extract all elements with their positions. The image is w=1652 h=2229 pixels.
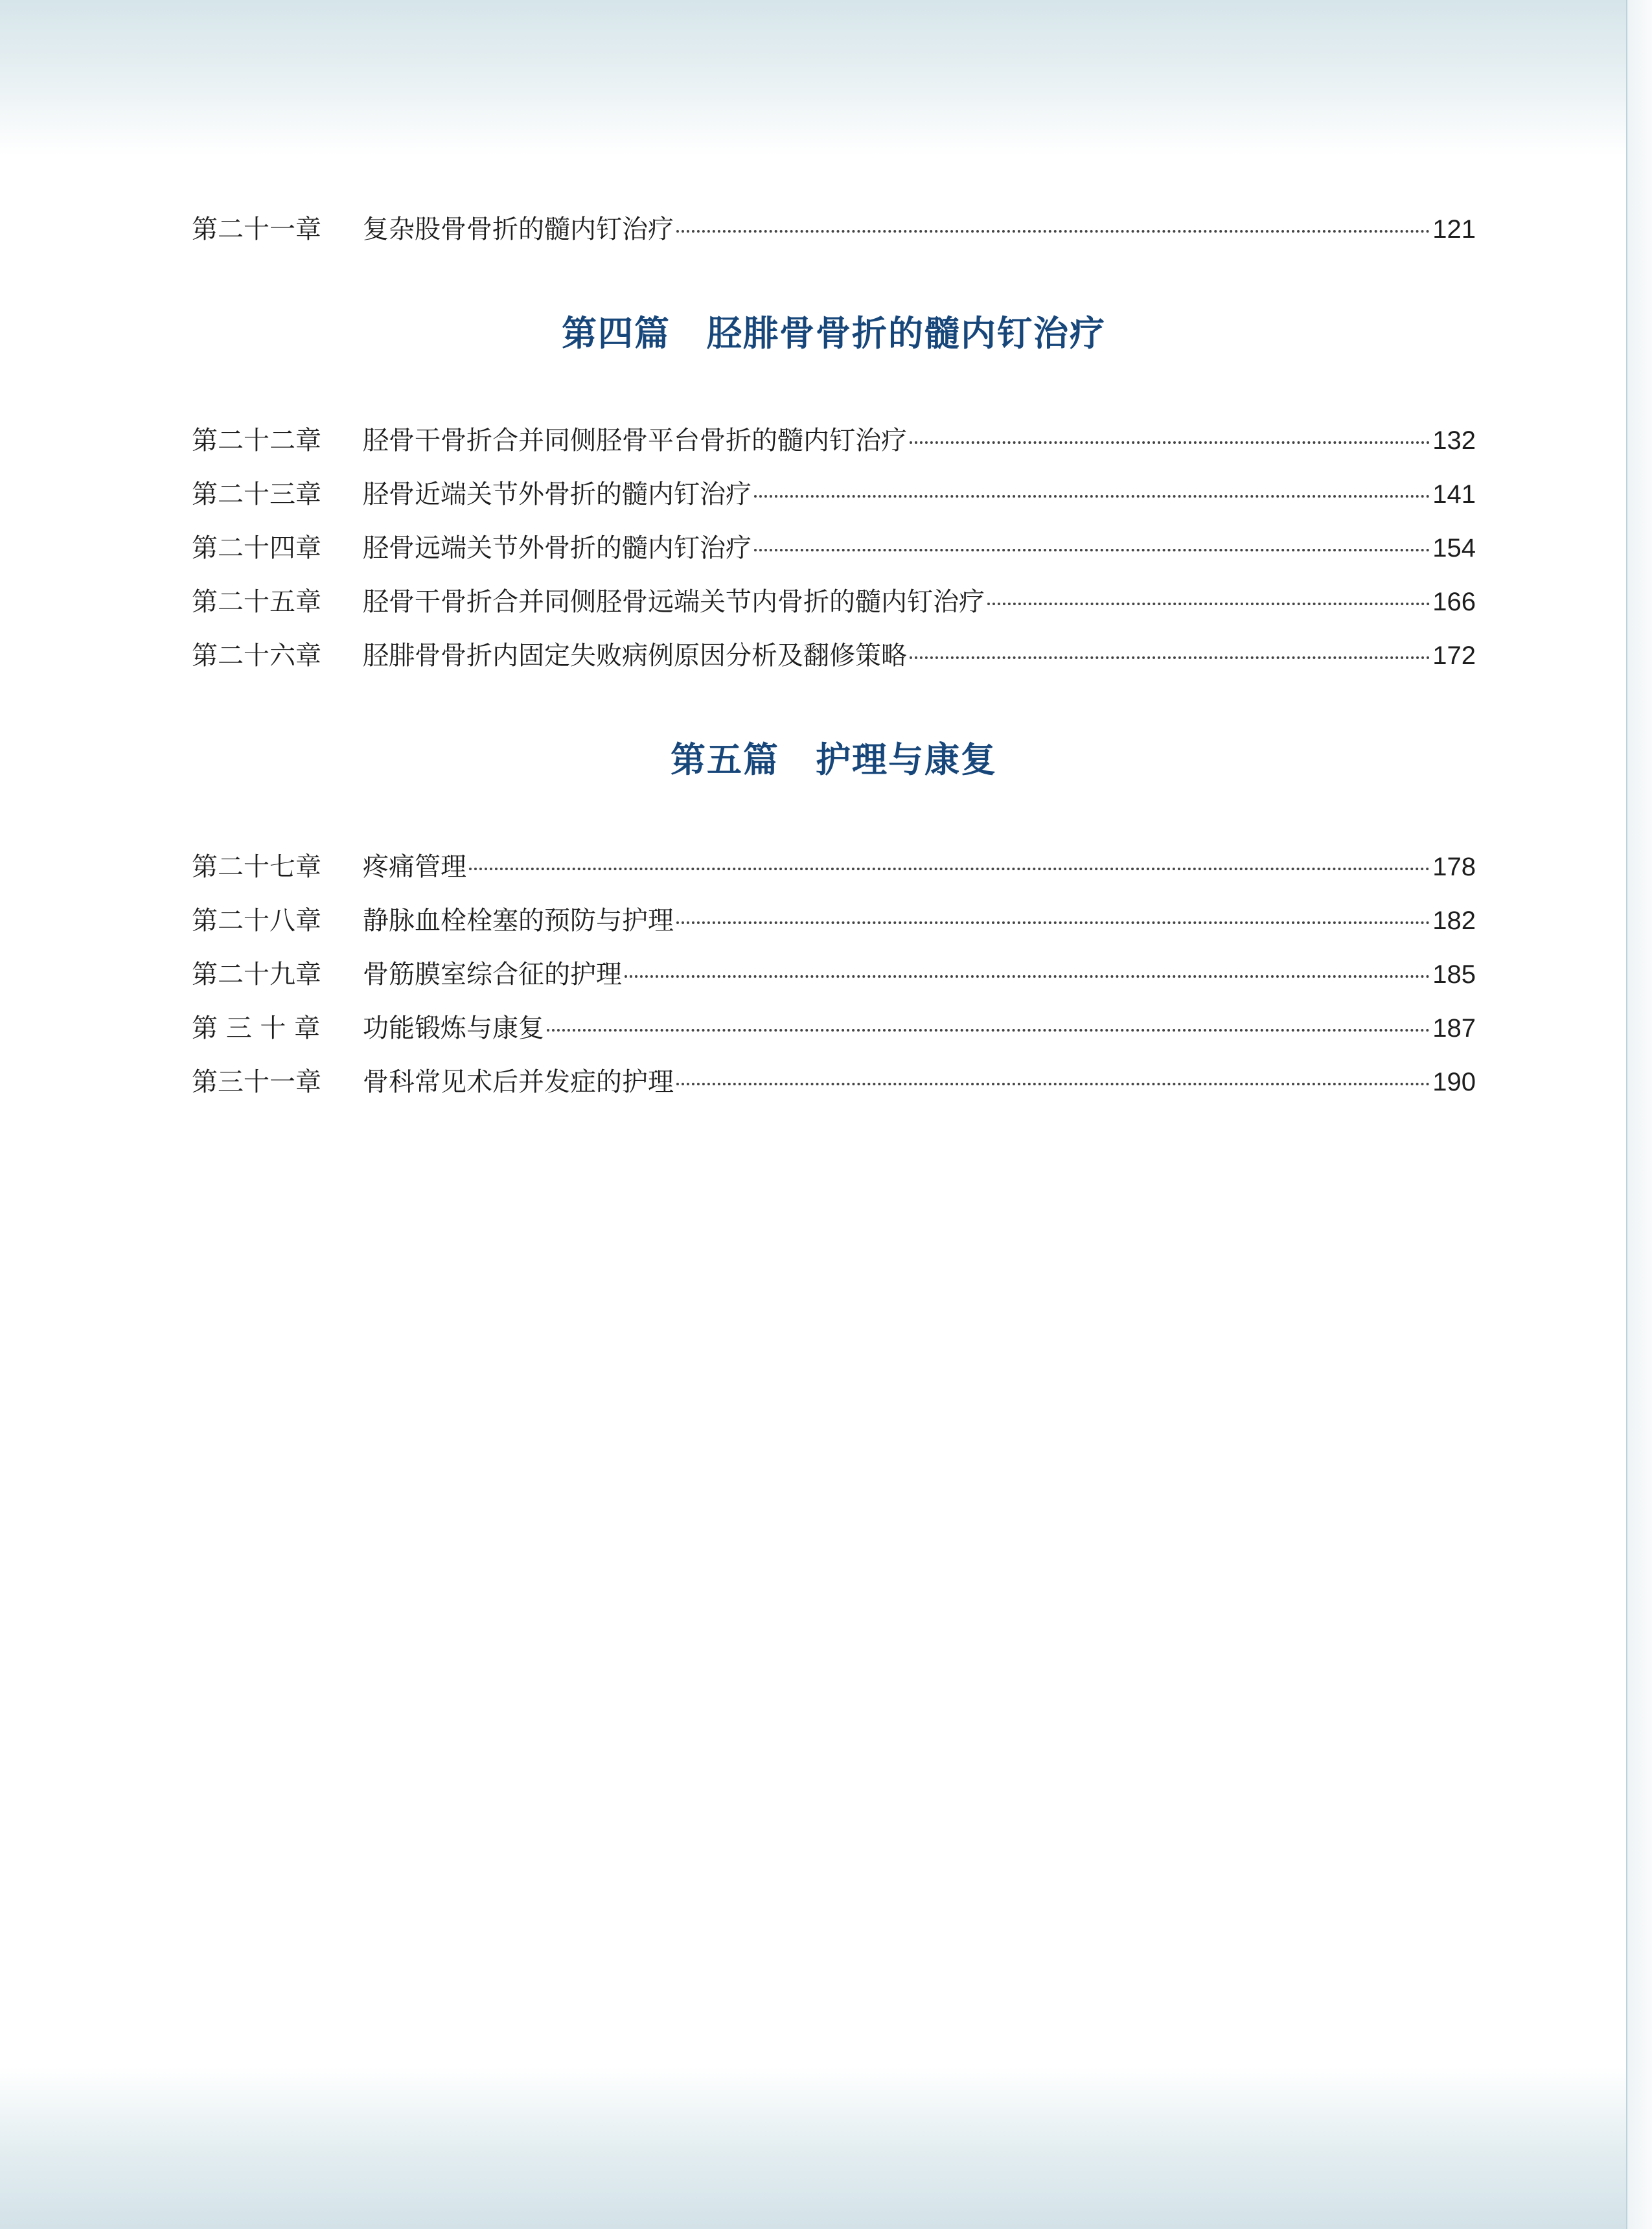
page-number: 132 [1432,426,1476,455]
toc-entry-chapter-21[interactable] [192,209,1476,250]
toc-entry-chapter-29[interactable] [192,954,1476,995]
footer-decor-band [0,2067,1627,2229]
page-number: 166 [1432,588,1476,616]
part-4-heading: 第四篇 胫腓骨骨折的髓内钉治疗 [562,313,1106,354]
chapter-title: 胫骨近端关节外骨折的髓内钉治疗 [363,479,751,509]
dot-leader [469,868,1430,870]
toc-entry-chapter-22[interactable] [192,420,1476,461]
chapter-number: 第二十四章 [192,533,321,563]
chapter-title: 胫腓骨骨折内固定失败病例原因分析及翻修策略 [363,641,907,671]
dot-leader [676,230,1430,233]
page-edge-strip [1627,0,1652,2229]
page-number: 154 [1432,534,1476,562]
toc-entry-chapter-30[interactable] [192,1008,1476,1049]
chapter-number: 第二十七章 [192,852,321,882]
chapter-number: 第二十三章 [192,479,321,509]
chapter-number: 第二十九章 [192,960,321,989]
toc-entry-chapter-25[interactable] [192,581,1476,623]
chapter-number: 第二十一章 [192,214,321,244]
header-decor-band [0,0,1627,156]
dot-leader [910,441,1430,444]
chapter-title: 胫骨干骨折合并同侧胫骨平台骨折的髓内钉治疗 [363,426,907,456]
part-5-heading: 第五篇 护理与康复 [671,739,997,780]
toc-entry-chapter-23[interactable] [192,474,1476,515]
dot-leader [754,495,1430,498]
page-number: 190 [1432,1068,1476,1096]
dot-leader [910,656,1430,659]
toc-entry-chapter-24[interactable] [192,527,1476,569]
page-number: 178 [1432,853,1476,881]
chapter-title: 胫骨干骨折合并同侧胫骨远端关节内骨折的髓内钉治疗 [363,587,985,617]
dot-leader [987,603,1430,605]
toc-entry-chapter-28[interactable] [192,900,1476,941]
chapter-title: 复杂股骨骨折的髓内钉治疗 [363,214,674,244]
toc-entry-chapter-31[interactable] [192,1061,1476,1103]
page-edge-line [1626,0,1627,2229]
page-number: 172 [1432,641,1476,670]
page-number: 182 [1432,907,1476,935]
chapter-number: 第三十一章 [192,1067,321,1097]
chapter-number: 第二十八章 [192,906,321,936]
chapter-number: 第二十二章 [192,426,321,456]
page-number: 121 [1432,215,1476,244]
chapter-title: 疼痛管理 [363,852,466,882]
toc-entry-chapter-27[interactable] [192,846,1476,888]
chapter-title: 静脉血栓栓塞的预防与护理 [363,906,674,936]
dot-leader [676,1083,1430,1085]
dot-leader [547,1029,1430,1032]
chapter-title: 功能锻炼与康复 [363,1013,544,1043]
page-number: 141 [1432,480,1476,509]
chapter-number: 第二十六章 [192,641,321,671]
toc-entry-chapter-26[interactable] [192,635,1476,676]
dot-leader [754,549,1430,551]
page-number: 187 [1432,1014,1476,1043]
chapter-title: 胫骨远端关节外骨折的髓内钉治疗 [363,533,751,563]
page-number: 185 [1432,960,1476,989]
dot-leader [676,921,1430,924]
chapter-title: 骨筋膜室综合征的护理 [363,960,622,989]
chapter-number: 第 三 十 章 [192,1013,321,1043]
chapter-title: 骨科常见术后并发症的护理 [363,1067,674,1097]
dot-leader [625,975,1430,978]
chapter-number: 第二十五章 [192,587,321,617]
